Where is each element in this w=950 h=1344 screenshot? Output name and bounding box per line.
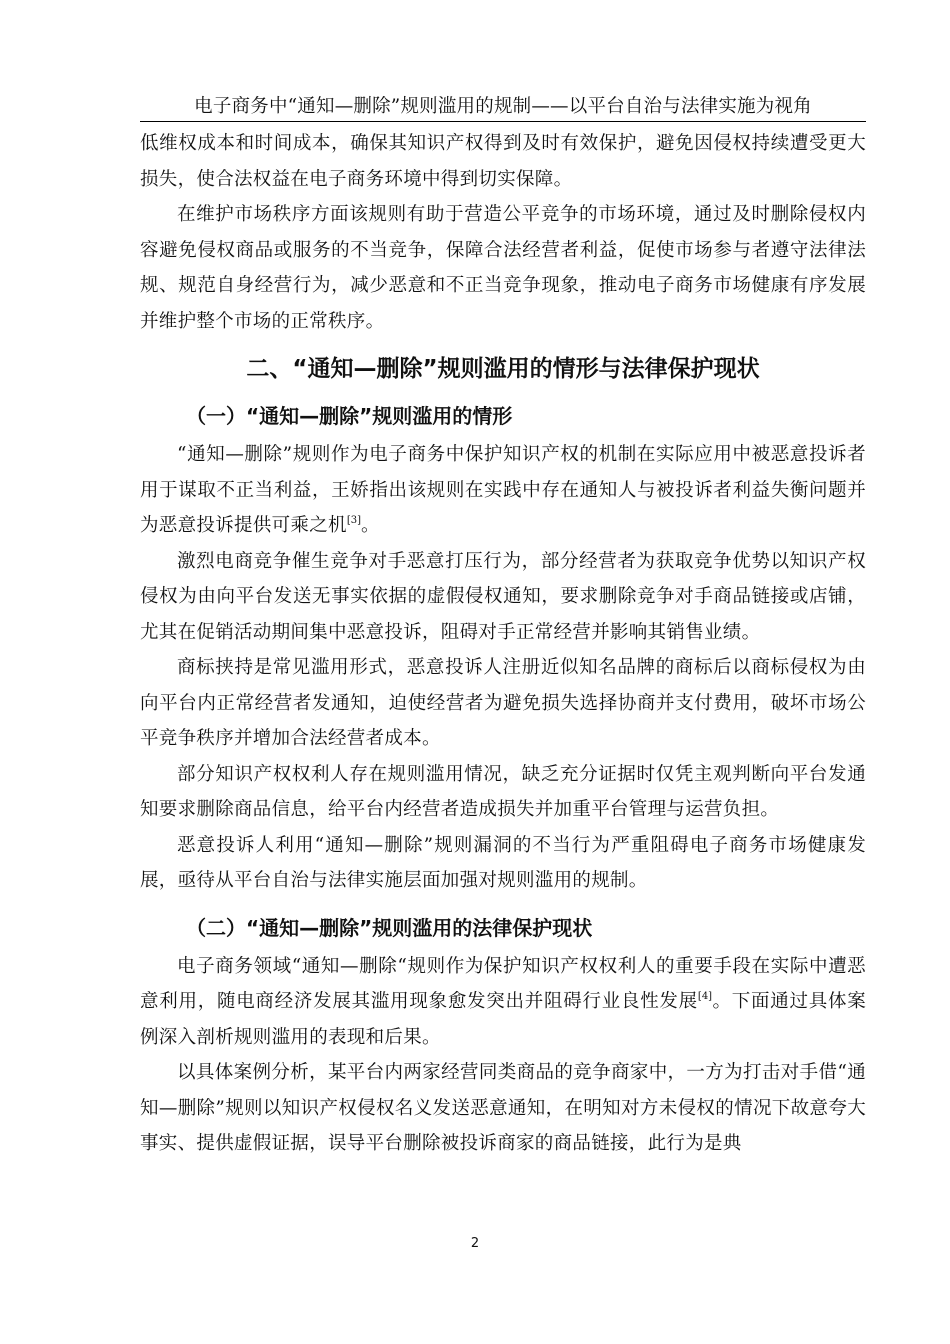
paragraph-abuse-overview [140,437,866,544]
running-header: 电子商务中“通知—删除”规则滥用的规制——以平台自治与法律实施为视角 [194,96,812,117]
paragraph-rightholder-abuse: 部分知识产权权利人存在规则滥用情况，缺乏充分证据时仅凭主观判断向平台发通知要求删除商品信息，给平台内经营者造成损失并加重平台管理与运营负担。 [140,763,866,820]
paragraph-text-end: 。 [360,515,380,536]
page-number: 2 [470,1236,480,1251]
paragraph-legal-overview [140,949,866,1056]
paragraph-abuse-conclusion: 恶意投诉人利用“通知—删除”规则漏洞的不当行为严重阻碍电子商务市场健康发展，亟待从平台自治与法律实施层面加强对规则滥用的规制。 [140,834,866,891]
paragraph-market-order: 在维护市场秩序方面该规则有助于营造公平竞争的市场环境，通过及时删除侵权内容避免侵权商品或服务的不当竞争，保障合法经营者利益，促使市场参与者遵守法律法规、规范自身经营行为，减少恶意和不正当竞争现象，推动电子商务市场健康有序发展并维护整个市场的正常秩序。 [140,204,866,332]
paragraph-text: “通知—删除”规则作为电子商务中保护知识产权的机制在实际应用中被恶意投诉者用于谋取不正当利益，王娇指出该规则在实践中存在通知人与被投诉者利益失衡问题并为恶意投诉提供可乘之机 [140,444,866,536]
paragraph-competitor-attack: 激烈电商竞争催生竞争对手恶意打压行为，部分经营者为获取竞争优势以知识产权侵权为由向平台发送无事实依据的虚假侵权通知，要求删除竞争对手商品链接或店铺，尤其在促销活动期间集中恶意投诉，阻碍对手正常经营并影响其销售业绩。 [140,550,866,643]
paragraph-case-analysis: 以具体案例分析，某平台内两家经营同类商品的竞争商家中，一方为打击对手借“通知—删除”规则以知识产权侵权名义发送恶意通知，在明知对方未侵权的情况下故意夸大事实、提供虚假证据，误导平台删除被投诉商家的商品链接，此行为是典 [140,1062,866,1154]
document-body [140,126,866,1162]
subsection-heading-legal-status: （二）“通知—删除”规则滥用的法律保护现状 [186,915,593,940]
citation-ref: [4] [697,991,713,1002]
section-heading: 二、“通知—删除”规则滥用的情形与法律保护现状 [246,356,760,382]
paragraph-continuation: 低维权成本和时间成本，确保其知识产权得到及时有效保护，避免因侵权持续遭受更大损失，使合法权益在电子商务环境中得到切实保障。 [140,133,866,190]
subsection-heading-abuse-forms: （一）“通知—删除”规则滥用的情形 [186,404,513,428]
paragraph-trademark-hijack: 商标挟持是常见滥用形式，恶意投诉人注册近似知名品牌的商标后以商标侵权为由向平台内正常经营者发通知，迫使经营者为避免损失选择协商并支付费用，破坏市场公平竞争秩序并增加合法经营者成本。 [140,657,866,749]
citation-ref: [3] [346,515,361,526]
paragraph-text-end: 。下面通过具体案例深入剖析规则滥用的表现和后果。 [140,991,867,1048]
header-divider [140,121,866,122]
paragraph-text: 电子商务领域“通知—删除“规则作为保护知识产权权利人的重要手段在实际中遭恶意利用，随电商经济发展其滥用现象愈发突出并阻碍行业良性发展 [140,955,866,1012]
